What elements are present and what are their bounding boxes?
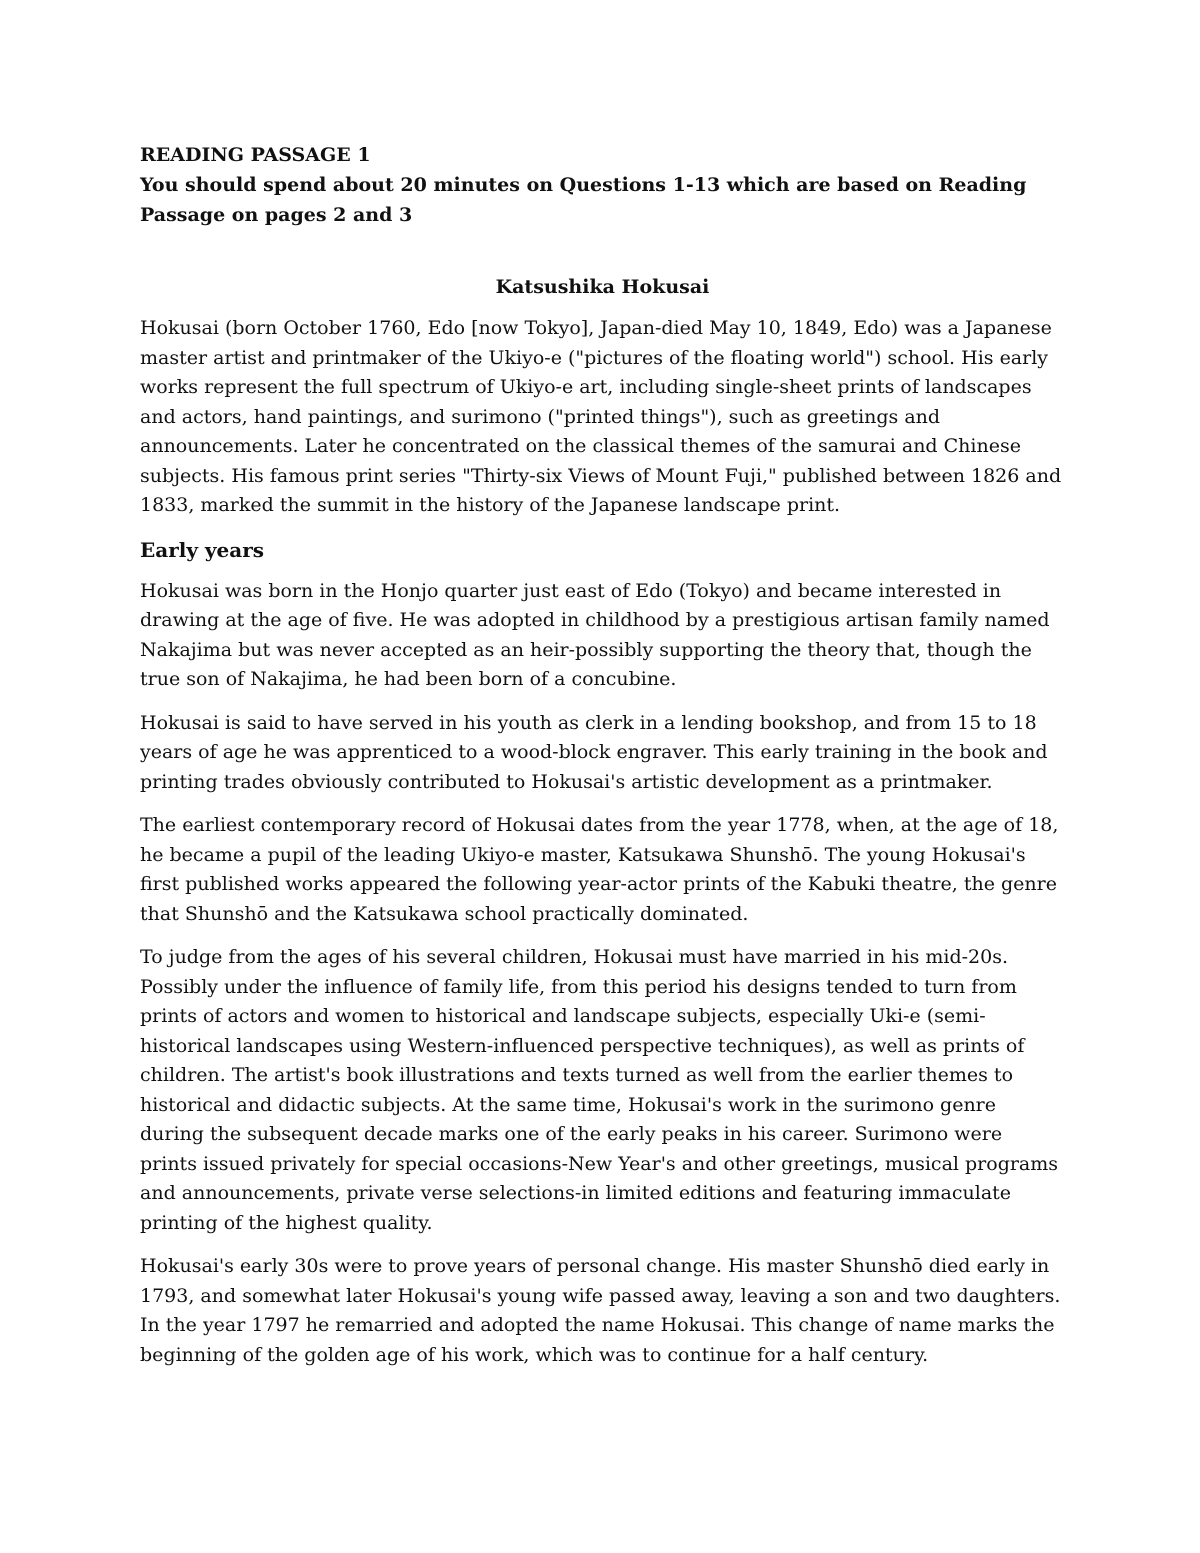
intro-paragraph: Hokusai (born October 1760, Edo [now Tokyo], Japan-died May 10, 1849, Edo) was a Japanese master artist and printmaker of the Ukiyo-e ("pictures of the floating world") school. His early works represent the full spectrum of Ukiyo-e art, including single-sheet prints of landscapes and actors, hand paintings, and surimono ("printed things"), such as greetings and announcements. Later he concentrated on the classical themes of the samurai and Chinese subjects. His famous print series "Thirty-six Views of Mount Fuji," published between 1826 and 1833, marked the summit in the history of the Japanese landscape print. <box>140 317 1062 516</box>
instruction-text: You should spend about 20 minutes on Questions 1-13 which are based on Reading Passage on pages 2 and 3 <box>140 174 1027 226</box>
body-paragraph: Hokusai was born in the Honjo quarter just east of Edo (Tokyo) and became interested in drawing at the age of five. He was adopted in childhood by a prestigious artisan family named Nakajima but was never accepted as an heir-possibly supporting the theory that, though the true son of Nakajima, he had been born of a concubine. <box>140 579 1050 690</box>
body-paragraph: Hokusai is said to have served in his youth as clerk in a lending bookshop, and from 15 to 18 years of age he was apprenticed to a wood-block engraver. This early training in the book and printing trades obviously contributed to Hokusai's artistic development as a printmaker. <box>140 711 1048 793</box>
document-page <box>140 140 1065 1384</box>
article-title: Katsushika Hokusai <box>495 276 710 298</box>
body-paragraph: To judge from the ages of his several children, Hokusai must have married in his mid-20s. Possibly under the influence of family life, from this period his designs tended to turn from prints of actors and women to historical and landscape subjects, especially Uki-e (semi-historical landscapes using Western-influenced perspective techniques), as well as prints of children. The artist's book illustrations and texts turned as well from the earlier themes to historical and didactic subjects. At the same time, Hokusai's work in the surimono genre during the subsequent decade marks one of the early peaks in his career. Surimono were prints issued privately for special occasions-New Year's and other greetings, musical programs and announcements, private verse selections-in limited editions and featuring immaculate printing of the highest quality. <box>140 946 1059 1234</box>
body-paragraph: Hokusai's early 30s were to prove years of personal change. His master Shunshō died early in 1793, and somewhat later Hokusai's young wife passed away, leaving a son and two daughters. In the year 1797 he remarried and adopted the name Hokusai. This change of name marks the beginning of the golden age of his work, which was to continue for a half century. <box>140 1255 1061 1366</box>
passage-label: READING PASSAGE 1 <box>140 144 371 166</box>
body-paragraph: The earliest contemporary record of Hokusai dates from the year 1778, when, at the age of 18, he became a pupil of the leading Ukiyo-e master, Katsukawa Shunshō. The young Hokusai's first published works appeared the following year-actor prints of the Kabuki theatre, the genre that Shunshō and the Katsukawa school practically dominated. <box>140 814 1059 925</box>
section-heading: Early years <box>140 537 265 562</box>
